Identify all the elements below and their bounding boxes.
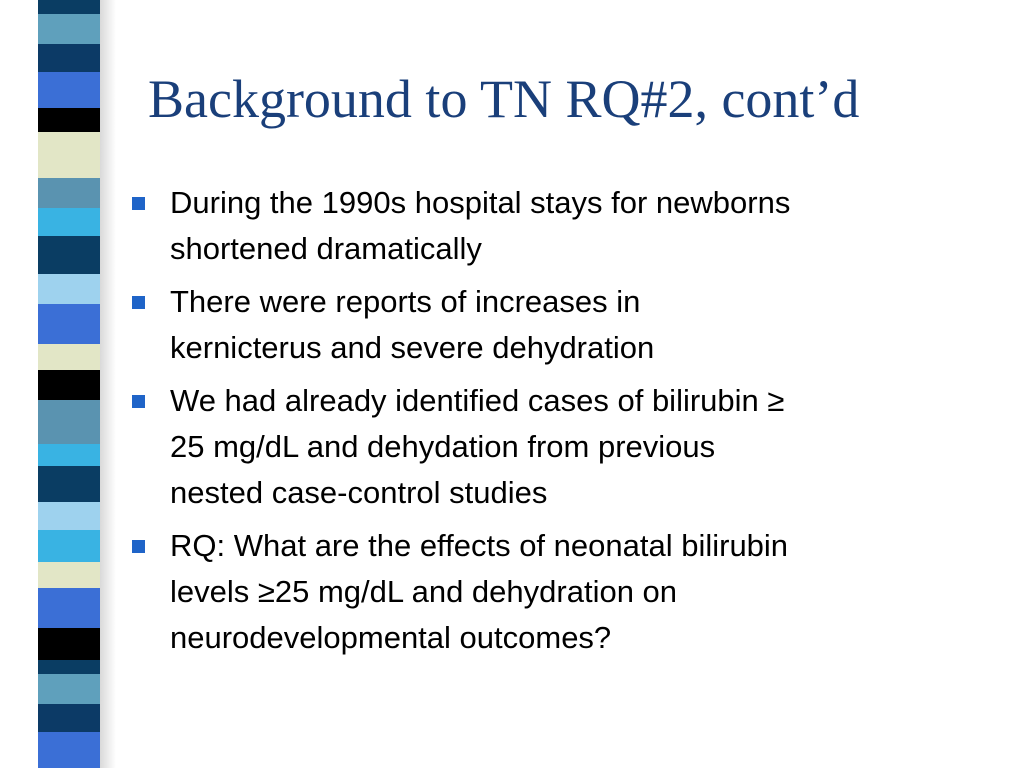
square-bullet-icon: [132, 540, 145, 553]
stripe-segment: [38, 132, 100, 178]
bullet-text: During the 1990s hospital stays for newborns shortened dramatically: [170, 185, 791, 266]
stripe-bar-shadow: [100, 0, 116, 768]
stripe-segment: [38, 14, 100, 44]
stripe-segment: [38, 274, 100, 304]
stripe-segment: [38, 304, 100, 344]
bullet-item: [128, 523, 1008, 661]
stripe-segment: [38, 370, 100, 400]
decorative-stripe-bar: [38, 0, 100, 768]
stripe-segment: [38, 236, 100, 274]
stripe-segment: [38, 502, 100, 530]
stripe-segment: [38, 444, 100, 466]
bullet-item: [128, 180, 1008, 272]
stripe-segment: [38, 44, 100, 72]
stripe-segment: [38, 0, 100, 14]
bullet-text: We had already identified cases of bilirubin ≥ 25 mg/dL and dehydation from previous nested case-control studies: [170, 383, 785, 510]
bullet-list: [128, 180, 1008, 668]
square-bullet-icon: [132, 197, 145, 210]
stripe-segment: [38, 732, 100, 768]
stripe-segment: [38, 588, 100, 628]
stripe-segment: [38, 530, 100, 562]
bullet-text: RQ: What are the effects of neonatal bilirubin levels ≥25 mg/dL and dehydration on neurodevelopmental outcomes?: [170, 528, 789, 655]
stripe-segment: [38, 178, 100, 208]
stripe-segment: [38, 660, 100, 674]
stripe-segment: [38, 108, 100, 132]
stripe-segment: [38, 628, 100, 660]
stripe-segment: [38, 466, 100, 502]
stripe-segment: [38, 208, 100, 236]
stripe-segment: [38, 704, 100, 732]
stripe-segment: [38, 72, 100, 108]
slide-title: Background to TN RQ#2, cont’d: [148, 69, 860, 129]
stripe-segment: [38, 344, 100, 370]
square-bullet-icon: [132, 296, 145, 309]
bullet-item: [128, 279, 1008, 371]
bullet-item: [128, 378, 1008, 516]
stripe-segment: [38, 400, 100, 444]
square-bullet-icon: [132, 395, 145, 408]
bullet-text: There were reports of increases in kernicterus and severe dehydration: [170, 284, 655, 365]
stripe-segment: [38, 562, 100, 588]
stripe-segment: [38, 674, 100, 704]
